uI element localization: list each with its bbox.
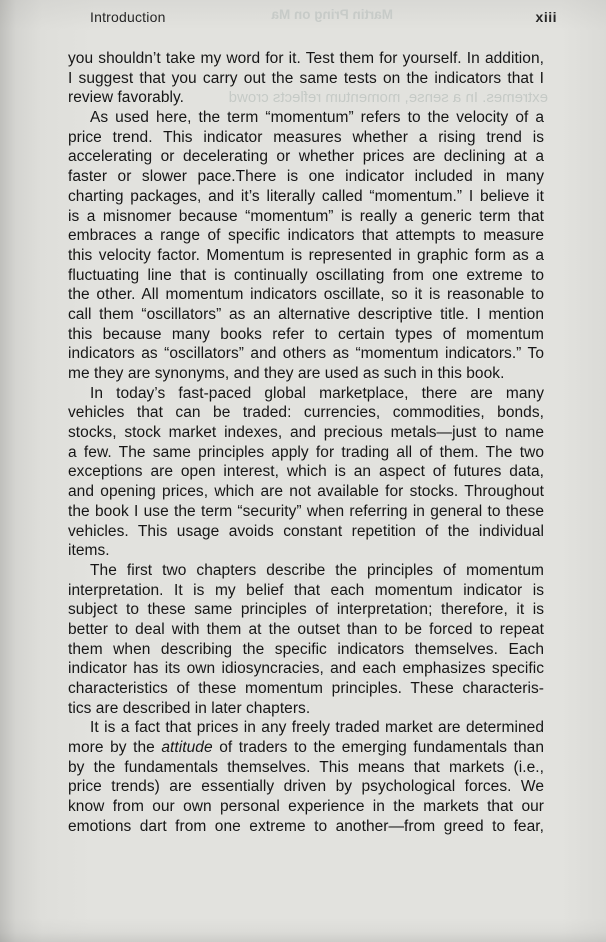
text-line: by the fundamentals themselves. This means that markets (i.e., — [68, 758, 544, 776]
text-line: better to deal with them at the outset than to be forced to repeat — [68, 620, 544, 638]
text-line: call them “oscillators” as an alternative descriptive title. I mention — [68, 305, 544, 323]
text-line: subject to these same principles of interpretation; therefore, it is — [68, 601, 544, 619]
text-line: vehicles that can be traded: currencies, commodities, bonds, — [68, 404, 544, 422]
running-header-section: Introduction — [90, 9, 166, 25]
text-line: accelerating or decelerating or whether prices are declining at a — [68, 148, 544, 166]
text-line: indicators as “oscillators” and others as “momentum indicators.” To — [68, 345, 544, 363]
text-line: items. — [68, 542, 110, 560]
text-line: fluctuating line that is continually oscillating from one extreme to — [68, 266, 544, 284]
paragraph — [68, 718, 544, 836]
text-line: As used here, the term “momentum” refers to the velocity of a — [90, 109, 544, 127]
paragraph — [68, 384, 544, 561]
text-line: indicator has its own idiosyncracies, and each emphasizes specific — [68, 660, 544, 678]
text-line: this velocity factor. Momentum is represented in graphic form as a — [68, 246, 544, 264]
text-line: The first two chapters describe the principles of momentum — [90, 561, 544, 579]
text-line: them when describing the specific indicators themselves. Each — [68, 640, 544, 658]
text-line: you shouldn’t take my word for it. Test them for yourself. In addition, — [68, 50, 544, 67]
text-line: faster or slower pace.There is one indicator included in many — [68, 168, 544, 186]
text-line: tics are described in later chapters. — [68, 699, 311, 717]
text-line: review favorably. — [68, 89, 184, 107]
text-line: the other. All momentum indicators oscillate, so it is reasonable to — [68, 286, 544, 304]
running-header — [0, 9, 606, 29]
bleedthrough-text-mid: extremes. In a sense, momentum reflects crowd — [228, 89, 548, 106]
text-line: know from our own personal experience in the markets that our — [68, 798, 544, 816]
text-line: exceptions are open interest, which is an aspect of futures data, — [68, 463, 544, 481]
paragraph — [68, 49, 544, 108]
text-line: charting packages, and it’s literally called “momentum.” I believe it — [68, 187, 544, 205]
text-line: price trends) are essentially driven by psychological forces. We — [68, 778, 544, 796]
bleedthrough-text-top: Martin Pring on Ma — [271, 7, 393, 22]
text-line: vehicles. This usage avoids constant repetition of the individual — [68, 522, 544, 540]
paragraph — [68, 561, 544, 719]
text-line: price trend. This indicator measures whether a rising trend is — [68, 128, 544, 146]
text-line: the book I use the term “security” when referring in general to these — [68, 502, 544, 520]
page-body — [68, 49, 544, 837]
text-line: stocks, stock market indexes, and precious metals—just to name — [68, 424, 544, 442]
text-line: emotions dart from one extreme to another—from greed to fear, — [68, 817, 544, 835]
text-line: It is a fact that prices in any freely traded market are determined — [90, 719, 544, 737]
text-line: characteristics of these momentum principles. These characteris- — [68, 680, 544, 697]
text-line: more by the attitude of traders to the emerging fundamentals than — [68, 739, 544, 757]
text-line: embraces a range of specific indicators that attempts to measure — [68, 227, 544, 245]
text-line: and opening prices, which are not available for stocks. Throughout — [68, 483, 544, 501]
paragraph — [68, 108, 544, 384]
text-line: a few. The same principles apply for trading all of them. The two — [68, 443, 544, 461]
text-line: this because many books refer to certain types of momentum — [68, 325, 544, 343]
text-line: me they are synonyms, and they are used as such in this book. — [68, 365, 505, 382]
text-line: In today’s fast-paced global marketplace, there are many — [90, 384, 544, 402]
text-line: is a misnomer because “momentum” is really a generic term that — [68, 207, 544, 225]
text-line: I suggest that you carry out the same tests on the indicators that I — [68, 69, 544, 87]
text-line: interpretation. It is my belief that each momentum indicator is — [68, 581, 544, 599]
page-number: xiii — [535, 9, 557, 25]
